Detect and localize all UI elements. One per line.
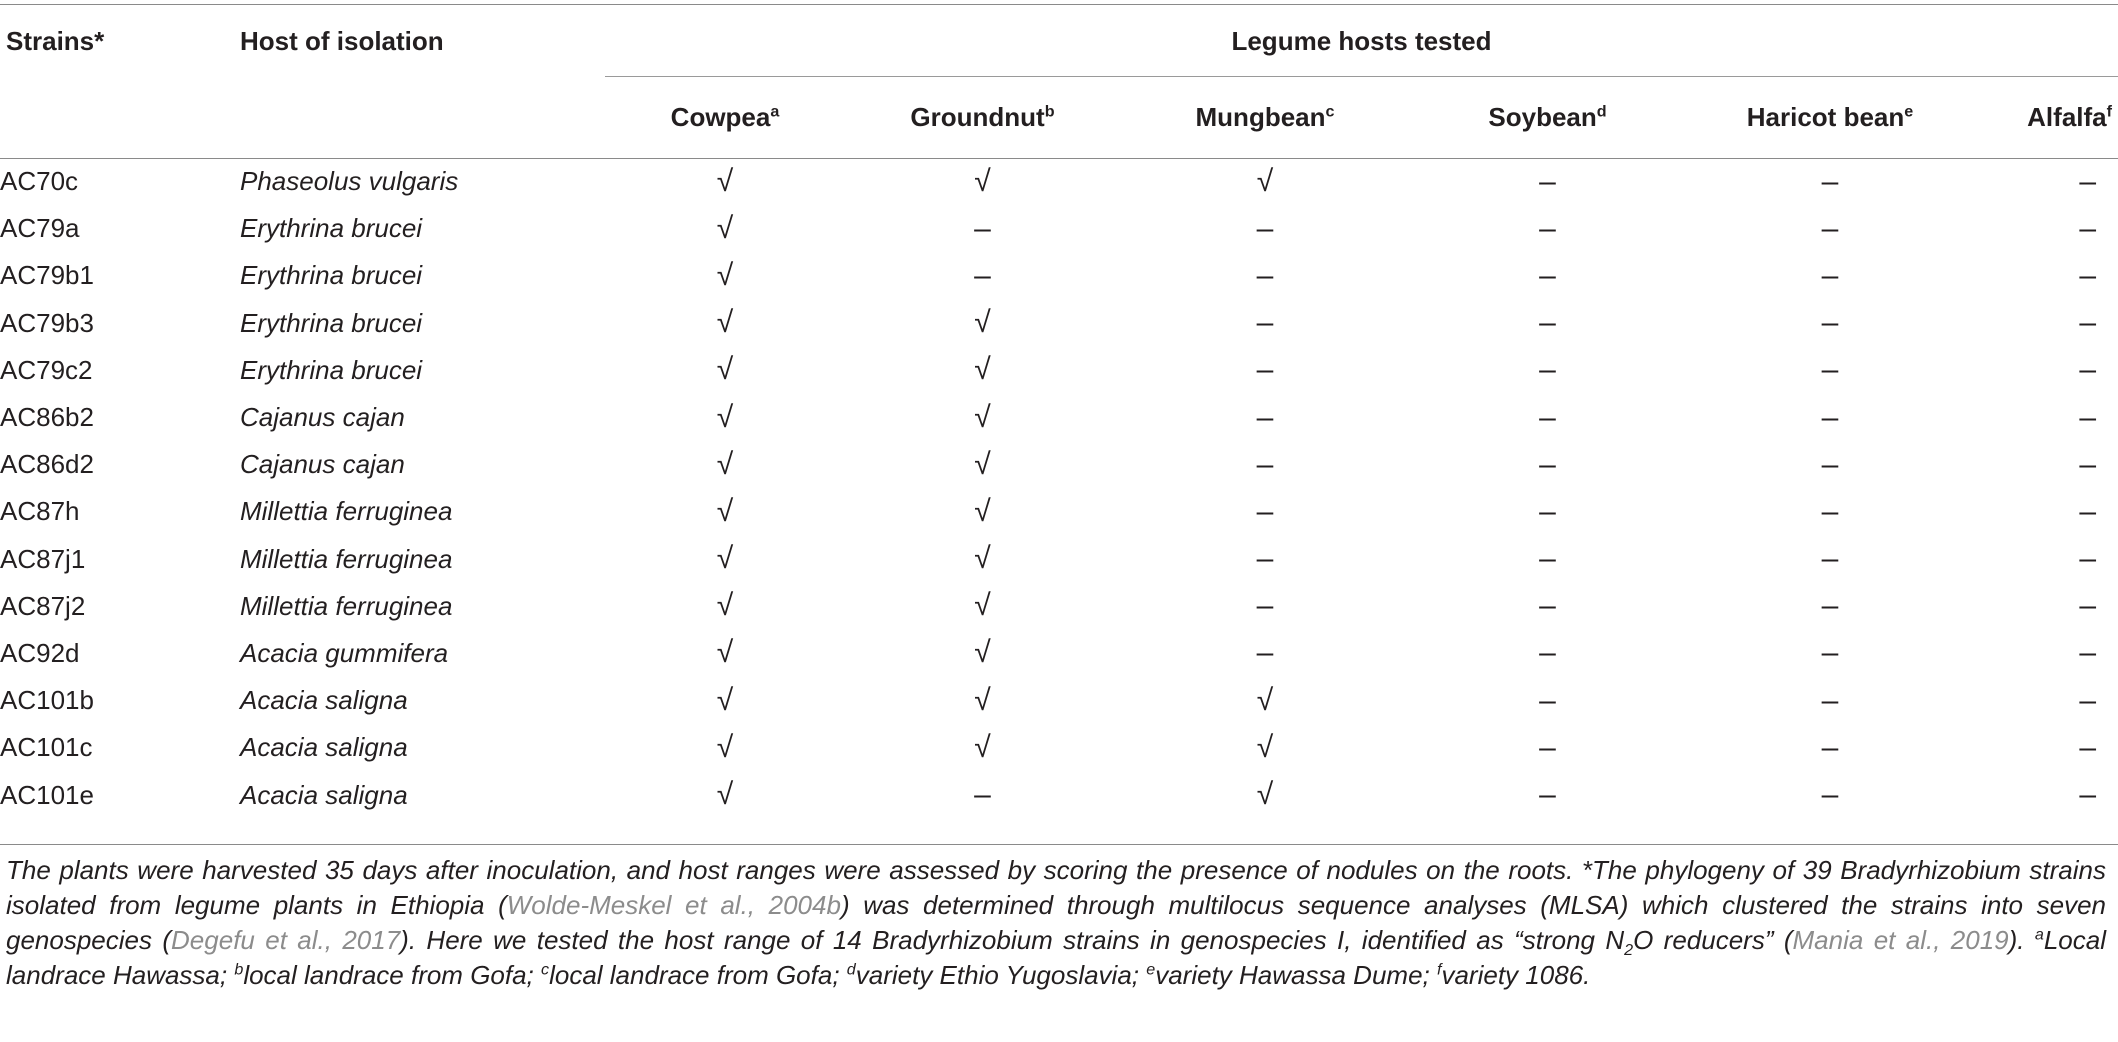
nodulation-negative-mark: –: [1821, 211, 1839, 245]
nodulation-positive-mark: √: [716, 306, 734, 340]
footnote-text: The plants were harvested 35 days after inoculation, and host ranges were assessed by scoring the presence of nodules on the roots. *The phylogeny of 39 Bradyrhizobium strains isolated from legume plants in Ethiopia (: [6, 855, 2106, 920]
nodulation-positive-mark: √: [716, 447, 734, 481]
header-strains: Strains*: [6, 25, 105, 56]
nodulation-positive-mark: √: [716, 683, 734, 717]
citation-link: Mania et al., 2019: [1792, 925, 2009, 955]
nodulation-positive-mark: √: [1256, 778, 1274, 812]
nodulation-negative-mark: –: [1821, 400, 1839, 434]
nodulation-negative-mark: –: [1539, 164, 1556, 198]
nodulation-negative-mark: –: [1539, 447, 1556, 481]
nodulation-positive-mark: √: [716, 353, 734, 387]
bottom-rule: [0, 844, 2118, 845]
nodulation-positive-mark: √: [716, 636, 734, 670]
nodulation-negative-mark: –: [2079, 211, 2096, 245]
nodulation-negative-mark: –: [1539, 494, 1556, 528]
table-row: [0, 630, 2118, 677]
nodulation-negative-mark: –: [1256, 306, 1274, 340]
nodulation-negative-mark: –: [1256, 211, 1274, 245]
host-cell: Erythrina brucei: [240, 307, 423, 338]
nodulation-negative-mark: –: [1539, 778, 1556, 812]
strain-cell: AC101b: [0, 685, 94, 716]
footnote-marker: d: [846, 960, 856, 979]
footnote-marker: c: [541, 960, 550, 979]
header-host-of-isolation: Host of isolation: [240, 25, 444, 56]
nodulation-negative-mark: –: [2079, 353, 2096, 387]
table-row: [0, 441, 2118, 488]
footnote-text: O reducers” (: [1633, 925, 1793, 955]
header-legume-groundnut: [845, 76, 1120, 158]
nodulation-negative-mark: –: [1256, 589, 1274, 623]
nodulation-positive-mark: √: [974, 683, 991, 717]
host-cell: Cajanus cajan: [240, 402, 405, 433]
nodulation-negative-mark: –: [1539, 589, 1556, 623]
legume-footnote-marker: f: [2106, 101, 2112, 120]
nodulation-negative-mark: –: [1539, 730, 1556, 764]
nodulation-negative-mark: –: [1539, 636, 1556, 670]
legume-footnote-marker: b: [1044, 101, 1055, 120]
host-cell: Cajanus cajan: [240, 449, 405, 480]
table-row: [0, 347, 2118, 394]
host-cell: Acacia saligna: [240, 685, 408, 716]
nodulation-negative-mark: –: [2079, 447, 2096, 481]
nodulation-positive-mark: √: [974, 447, 991, 481]
citation-link: Degefu et al., 2017: [171, 925, 401, 955]
legume-name: Groundnut: [910, 101, 1045, 132]
nodulation-positive-mark: √: [716, 589, 734, 623]
strain-cell: AC87j2: [0, 590, 86, 621]
nodulation-negative-mark: –: [2079, 494, 2096, 528]
nodulation-positive-mark: √: [974, 636, 991, 670]
strain-cell: AC101e: [0, 779, 94, 810]
nodulation-positive-mark: √: [716, 258, 734, 292]
nodulation-negative-mark: –: [1539, 353, 1556, 387]
footnote-note-text: variety Ethio Yugoslavia;: [855, 960, 1147, 990]
footnote-text: ) was determined through multilocus sequence analyses (MLSA) which clustered the strains into seven genospecies (: [6, 890, 2107, 955]
nodulation-positive-mark: √: [716, 211, 734, 245]
table-row: [0, 300, 2118, 347]
strain-cell: AC79b3: [0, 307, 94, 338]
nodulation-negative-mark: –: [2079, 542, 2096, 576]
table-row: [0, 158, 2118, 205]
nodulation-positive-mark: √: [974, 353, 991, 387]
strain-cell: AC87j1: [0, 543, 86, 574]
nodulation-negative-mark: –: [1256, 353, 1274, 387]
nodulation-negative-mark: –: [2079, 164, 2096, 198]
strain-cell: AC79b1: [0, 260, 94, 291]
legume-name: Alfalfa: [2027, 101, 2107, 132]
nodulation-negative-mark: –: [2079, 730, 2096, 764]
nodulation-negative-mark: –: [2079, 683, 2096, 717]
nodulation-negative-mark: –: [1256, 258, 1274, 292]
strain-cell: AC86d2: [0, 449, 94, 480]
header-legume-mungbean: [1120, 76, 1410, 158]
nodulation-negative-mark: –: [2079, 636, 2096, 670]
nodulation-negative-mark: –: [1539, 211, 1556, 245]
nodulation-negative-mark: –: [1821, 778, 1839, 812]
nodulation-positive-mark: √: [974, 542, 991, 576]
nodulation-negative-mark: –: [1821, 164, 1839, 198]
nodulation-negative-mark: –: [2079, 306, 2096, 340]
top-rule: [0, 4, 2118, 5]
legume-footnote-marker: e: [1904, 101, 1914, 120]
legume-footnote-marker: a: [770, 101, 780, 120]
table-row: [0, 536, 2118, 583]
footnote-note-text: variety Hawassa Dume;: [1155, 960, 1437, 990]
nodulation-negative-mark: –: [1256, 542, 1274, 576]
nodulation-negative-mark: –: [1821, 353, 1839, 387]
nodulation-negative-mark: –: [2079, 589, 2096, 623]
host-cell: Erythrina brucei: [240, 213, 423, 244]
footnote-marker: e: [1146, 960, 1156, 979]
nodulation-positive-mark: √: [974, 589, 991, 623]
footnote-text: ). Here we tested the host range of 14 Bradyrhizobium strains in genospecies I, identified as “strong N: [400, 925, 1625, 955]
host-cell: Acacia saligna: [240, 779, 408, 810]
nodulation-negative-mark: –: [974, 211, 991, 245]
nodulation-positive-mark: √: [974, 730, 991, 764]
nodulation-positive-mark: √: [716, 400, 734, 434]
nodulation-negative-mark: –: [1256, 400, 1274, 434]
table-row: [0, 394, 2118, 441]
nodulation-negative-mark: –: [1821, 306, 1839, 340]
nodulation-positive-mark: √: [716, 542, 734, 576]
footnote-marker: b: [234, 960, 244, 979]
strain-cell: AC70c: [0, 166, 79, 197]
nodulation-negative-mark: –: [1539, 306, 1556, 340]
nodulation-negative-mark: –: [974, 258, 991, 292]
table-row: [0, 205, 2118, 252]
nodulation-negative-mark: –: [1821, 447, 1839, 481]
nodulation-negative-mark: –: [1539, 542, 1556, 576]
nodulation-negative-mark: –: [1256, 447, 1274, 481]
nodulation-positive-mark: √: [716, 778, 734, 812]
strain-cell: AC101c: [0, 732, 93, 763]
nodulation-positive-mark: √: [716, 730, 734, 764]
host-cell: Acacia saligna: [240, 732, 408, 763]
footnote-note-text: local landrace from Gofa;: [549, 960, 847, 990]
header-legume-alfalfa: [1975, 76, 2118, 158]
nodulation-negative-mark: –: [1821, 636, 1839, 670]
strain-cell: AC79c2: [0, 354, 93, 385]
nodulation-negative-mark: –: [1821, 258, 1839, 292]
strain-cell: AC86b2: [0, 402, 94, 433]
legume-footnote-marker: d: [1596, 101, 1607, 120]
nodulation-negative-mark: –: [2079, 258, 2096, 292]
nodulation-negative-mark: –: [974, 778, 991, 812]
subscript: 2: [1624, 941, 1634, 960]
nodulation-negative-mark: –: [1539, 258, 1556, 292]
table-row: [0, 583, 2118, 630]
table-row: [0, 252, 2118, 299]
table-row: [0, 771, 2118, 818]
table-row: [0, 677, 2118, 724]
nodulation-negative-mark: –: [1821, 730, 1839, 764]
footnote-text: ).: [2008, 925, 2035, 955]
host-range-table: [0, 6, 2118, 819]
nodulation-positive-mark: √: [974, 494, 991, 528]
footnote-note-text: variety 1086.: [1441, 960, 1591, 990]
footnote-note-text: local landrace from Gofa;: [243, 960, 542, 990]
nodulation-negative-mark: –: [1821, 683, 1839, 717]
nodulation-negative-mark: –: [2079, 778, 2096, 812]
host-cell: Millettia ferruginea: [240, 590, 453, 621]
host-cell: Phaseolus vulgaris: [240, 166, 459, 197]
nodulation-negative-mark: –: [1821, 589, 1839, 623]
header-legume-cowpea: [605, 76, 845, 158]
header-legume-haricot-bean: [1685, 76, 1975, 158]
nodulation-positive-mark: √: [1256, 683, 1274, 717]
legume-name: Mungbean: [1195, 101, 1326, 132]
table-row: [0, 488, 2118, 535]
nodulation-positive-mark: √: [716, 164, 734, 198]
nodulation-positive-mark: √: [716, 494, 734, 528]
nodulation-positive-mark: √: [1256, 164, 1274, 198]
nodulation-negative-mark: –: [1821, 494, 1839, 528]
nodulation-positive-mark: √: [1256, 730, 1274, 764]
legume-name: Cowpea: [670, 101, 771, 132]
footnote-marker: a: [2034, 925, 2044, 944]
table-footnote: [6, 853, 2106, 993]
header-legume-hosts-tested: Legume hosts tested: [1231, 25, 1492, 56]
legume-footnote-marker: c: [1325, 101, 1335, 120]
nodulation-negative-mark: –: [1821, 542, 1839, 576]
nodulation-negative-mark: –: [1256, 494, 1274, 528]
table-body: [0, 158, 2118, 819]
table-row: [0, 724, 2118, 771]
nodulation-positive-mark: √: [974, 306, 991, 340]
host-cell: Acacia gummifera: [240, 637, 449, 668]
host-cell: Millettia ferruginea: [240, 543, 453, 574]
strain-cell: AC87h: [0, 496, 80, 527]
legume-name: Haricot bean: [1746, 101, 1905, 132]
footnote-marker: f: [1436, 960, 1442, 979]
nodulation-positive-mark: √: [974, 164, 991, 198]
citation-link: Wolde-Meskel et al., 2004b: [506, 890, 841, 920]
nodulation-negative-mark: –: [1539, 683, 1556, 717]
nodulation-negative-mark: –: [2079, 400, 2096, 434]
header-legume-soybean: [1410, 76, 1685, 158]
nodulation-negative-mark: –: [1256, 636, 1274, 670]
host-cell: Erythrina brucei: [240, 354, 423, 385]
host-cell: Millettia ferruginea: [240, 496, 453, 527]
legume-name: Soybean: [1488, 101, 1597, 132]
strain-cell: AC79a: [0, 213, 80, 244]
nodulation-negative-mark: –: [1539, 400, 1556, 434]
strain-cell: AC92d: [0, 637, 80, 668]
nodulation-positive-mark: √: [974, 400, 991, 434]
host-cell: Erythrina brucei: [240, 260, 423, 291]
footnote-note-text: Local landrace Hawassa;: [6, 925, 2106, 990]
